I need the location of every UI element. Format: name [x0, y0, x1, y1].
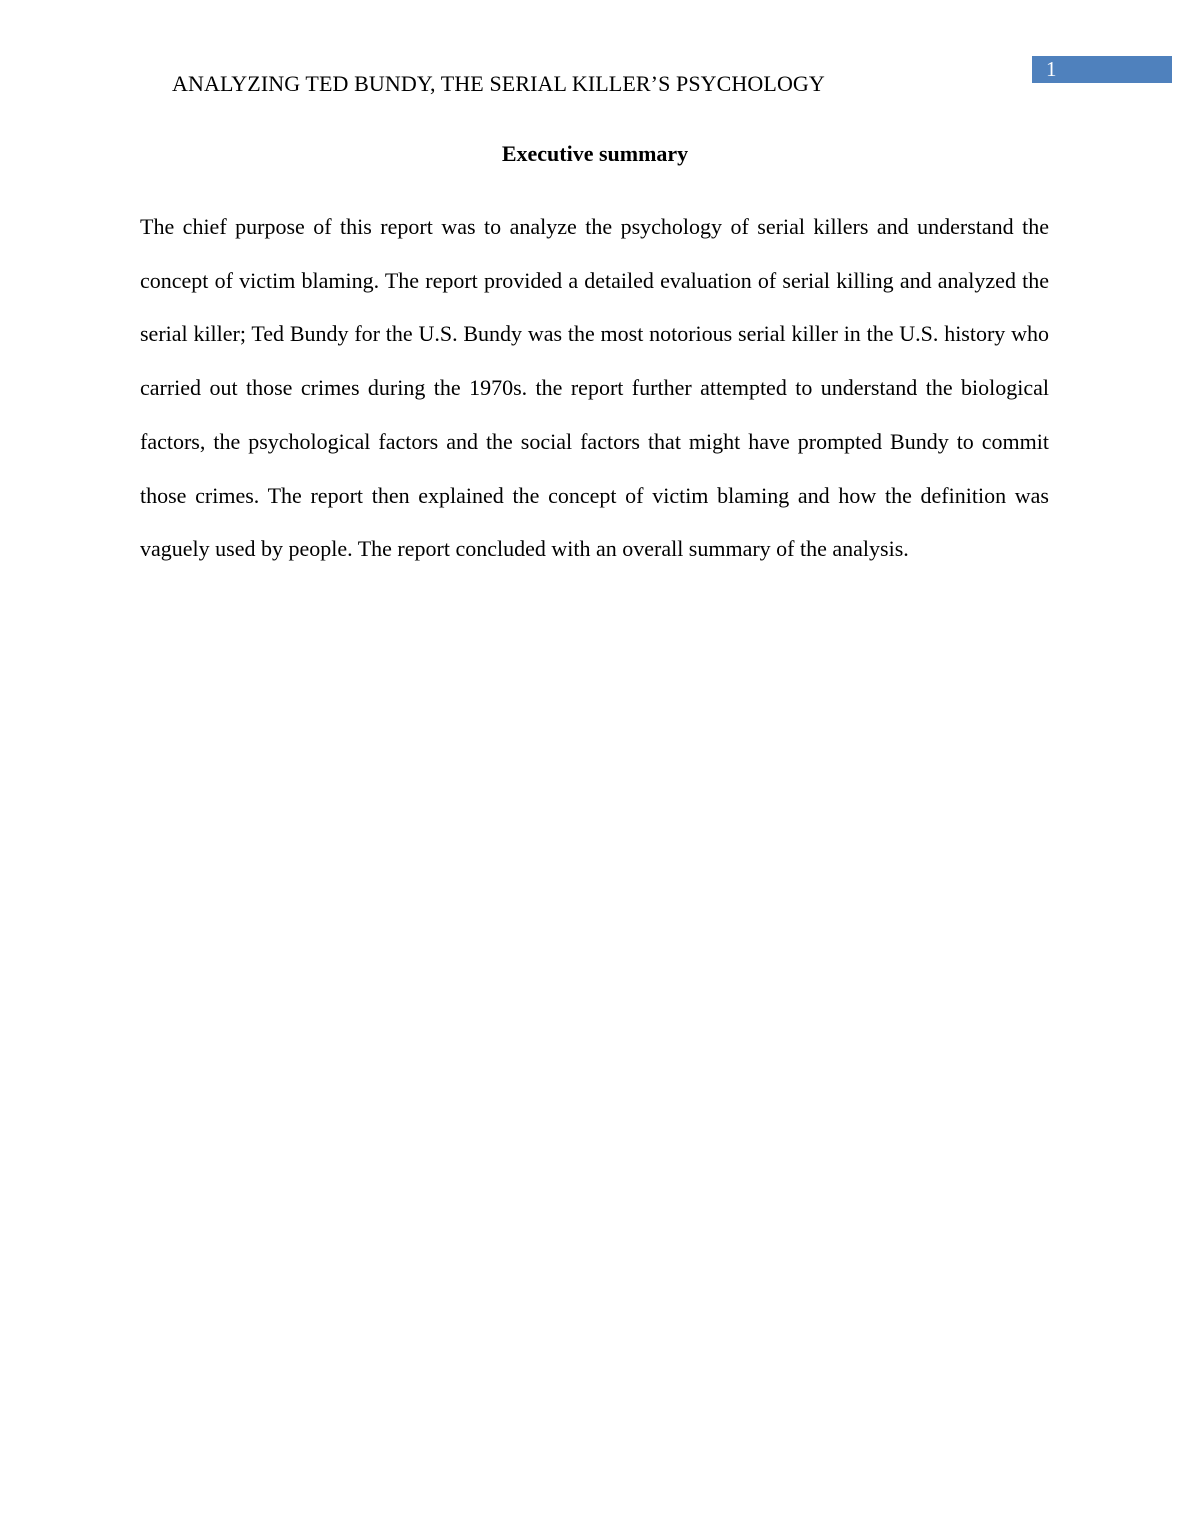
section-title: Executive summary — [501, 141, 689, 166]
body-paragraph: The chief purpose of this report was to analyze the psychology of serial killers and understand the concept of victim blaming. The report provided a detailed evaluation of serial killing and analyzed the serial killer; Ted Bundy for the U.S. Bundy was the most notorious serial killer in the U.S. history who carried out those crimes during the 1970s. the report further attempted to understand the biological factors, the psychological factors and the social factors that might have prompted Bundy to commit those crimes. The report then explained the concept of victim blaming and how the definition was vaguely used by people. The report concluded with an overall summary of the analysis. — [140, 214, 1049, 562]
running-head: ANALYZING TED BUNDY, THE SERIAL KILLER’S PSYCHOLOGY — [172, 71, 825, 96]
page-number-badge — [1032, 56, 1172, 83]
page-number: 1 — [1046, 57, 1057, 81]
